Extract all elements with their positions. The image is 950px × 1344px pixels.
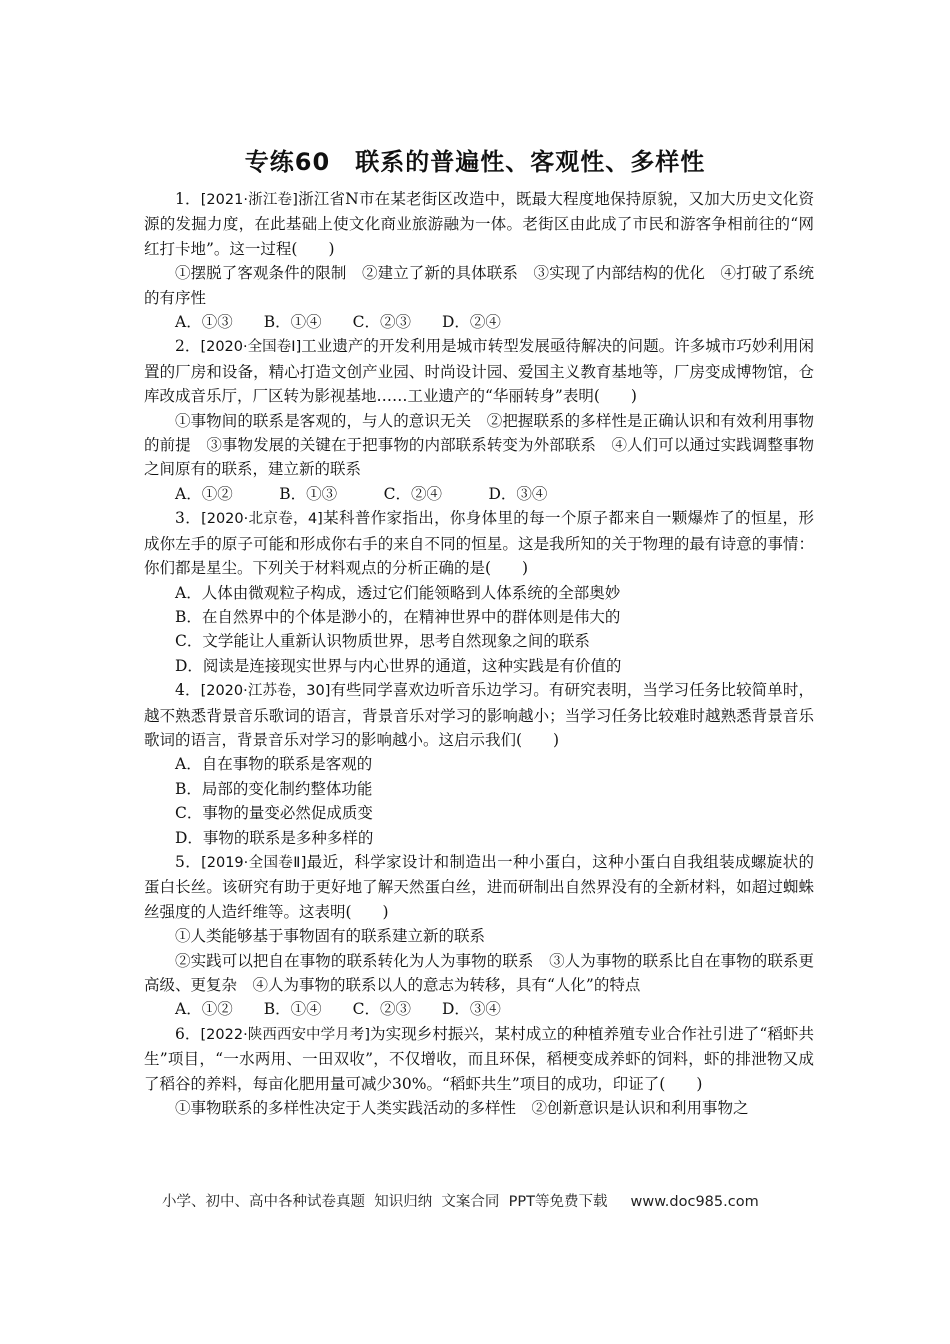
- question-statement-2: ②实践可以把自在事物的联系转化为人为事物的联系 ③人为事物的联系比自在事物的联系更高级、更复杂 ④人为事物的联系以人的意志为转移，具有“人化”的特点: [144, 951, 814, 994]
- question-source: [2019·全国卷Ⅱ]: [201, 854, 307, 871]
- question-number: 1．: [175, 190, 201, 208]
- question-statement-1: ①人类能够基于事物固有的联系建立新的联系: [175, 927, 486, 946]
- answer-option-b: B．局部的变化制约整体功能: [175, 779, 373, 798]
- question-stem: [144, 1022, 814, 1096]
- question-text: 为实现乡村振兴，某村成立的种植养殖专业合作社引进了“稻虾共生”项目，“一水两用、一田双收”，不仅增收，而且环保，稻梗变成养虾的饲料，虾的排泄物又成了稻谷的养料，每亩化肥用量可减少30%。“稻虾共生”项目的成功，印证了( ): [144, 1024, 814, 1093]
- answer-choices: A．①② B．①③ C．②④ D．③④: [175, 484, 548, 503]
- question-6: [144, 1022, 814, 1121]
- footer-watermark: 小学、初中、高中各种试卷真题 知识归纳 文案合同 PPT等免费下载 www.doc985.com: [162, 1194, 759, 1210]
- answer-option-a: A．人体由微观粒子构成，透过它们能领略到人体系统的全部奥妙: [175, 583, 621, 602]
- answer-choices: A．①③ B．①④ C．②③ D．②④: [175, 313, 501, 332]
- question-source: [2021·浙江卷]: [200, 192, 298, 208]
- question-3: [144, 506, 814, 678]
- question-statements: ①事物联系的多样性决定于人类实践活动的多样性 ②创新意识是认识和利用事物之: [175, 1099, 749, 1118]
- question-stem: [144, 850, 814, 924]
- question-source: [2020·北京卷，4]: [201, 511, 323, 528]
- question-statements: ①事物间的联系是客观的，与人的意识无关 ②把握联系的多样性是正确认识和有效利用事物的前提 ③事物发展的关键在于把事物的内部联系转变为外部联系 ④人们可以通过实践调整事物之间原有的联系，建立新的联系: [144, 411, 814, 479]
- question-source: [2022·陕西西安中学月考]: [200, 1026, 370, 1043]
- answer-option-c: C．文学能让人重新认识物质世界，思考自然现象之间的联系: [175, 632, 590, 651]
- answer-option-c: C．事物的量变必然促成质变: [175, 804, 373, 823]
- question-stem: [144, 187, 814, 261]
- question-1: [144, 187, 814, 334]
- question-number: 4．: [175, 681, 201, 700]
- question-list: [144, 187, 814, 1120]
- question-source: [2020·全国卷Ⅰ]: [200, 339, 302, 356]
- answer-option-d: D．事物的联系是多种多样的: [175, 828, 374, 847]
- question-number: 3．: [175, 509, 202, 528]
- question-text: 最近，科学家设计和制造出一种小蛋白，这种小蛋白自我组装成螺旋状的蛋白长丝。该研究有助于更好地了解天然蛋白丝，进而研制出自然界没有的全新材料，如超过蜘蛛丝强度的人造纤维等。这表明( ): [144, 852, 814, 921]
- answer-option-d: D．阅读是连接现实世界与内心世界的通道，这种实践是有价值的: [175, 656, 622, 675]
- question-text: 工业遗产的开发利用是城市转型发展亟待解决的问题。许多城市巧妙利用闲置的厂房和设备，精心打造文创产业园、时尚设计园、爱国主义教育基地等，厂房变成博物馆，仓库改成音乐厅，厂区转为影视基地……工业遗产的“华丽转身”表明( ): [144, 337, 814, 406]
- question-stem: [144, 334, 814, 408]
- answer-option-b: B．在自然界中的个体是渺小的，在精神世界中的群体则是伟大的: [175, 607, 621, 626]
- question-number: 6．: [175, 1024, 201, 1043]
- question-4: [144, 678, 814, 850]
- question-stem: [144, 678, 814, 752]
- question-number: 2．: [175, 337, 201, 356]
- question-number: 5．: [175, 852, 202, 871]
- answer-option-a: A．自在事物的联系是客观的: [175, 755, 373, 774]
- answer-choices: A．①② B．①④ C．②③ D．③④: [175, 1000, 501, 1019]
- question-2: [144, 334, 814, 506]
- question-5: [144, 850, 814, 1022]
- question-statements: ①摆脱了客观条件的限制 ②建立了新的具体联系 ③实现了内部结构的优化 ④打破了系统的有序性: [144, 264, 814, 307]
- question-text: 有些同学喜欢边听音乐边学习。有研究表明，当学习任务比较简单时，越不熟悉背景音乐歌词的语言，背景音乐对学习的影响越小；当学习任务比较难时越熟悉背景音乐歌词的语言，背景音乐对学习的影响越小。这启示我们( ): [144, 681, 814, 749]
- question-text: 某科普作家指出，你身体里的每一个原子都来自一颗爆炸了的恒星，形成你左手的原子可能和形成你右手的来自不同的恒星。这是我所知的关于物理的最有诗意的事情：你们都是星尘。下列关于材料观点的分析正确的是( ): [144, 509, 814, 578]
- page-title: 专练60 联系的普遍性、客观性、多样性: [244, 148, 706, 176]
- question-text: 浙江省N市在某老街区改造中，既最大程度地保持原貌，又加大历史文化资源的发掘力度，在此基础上使文化商业旅游融为一体。老街区由此成了市民和游客争相前往的“网红打卡地”。这一过程( ): [144, 190, 814, 258]
- question-source: [2020·江苏卷，30]: [200, 683, 331, 700]
- question-stem: [144, 506, 814, 580]
